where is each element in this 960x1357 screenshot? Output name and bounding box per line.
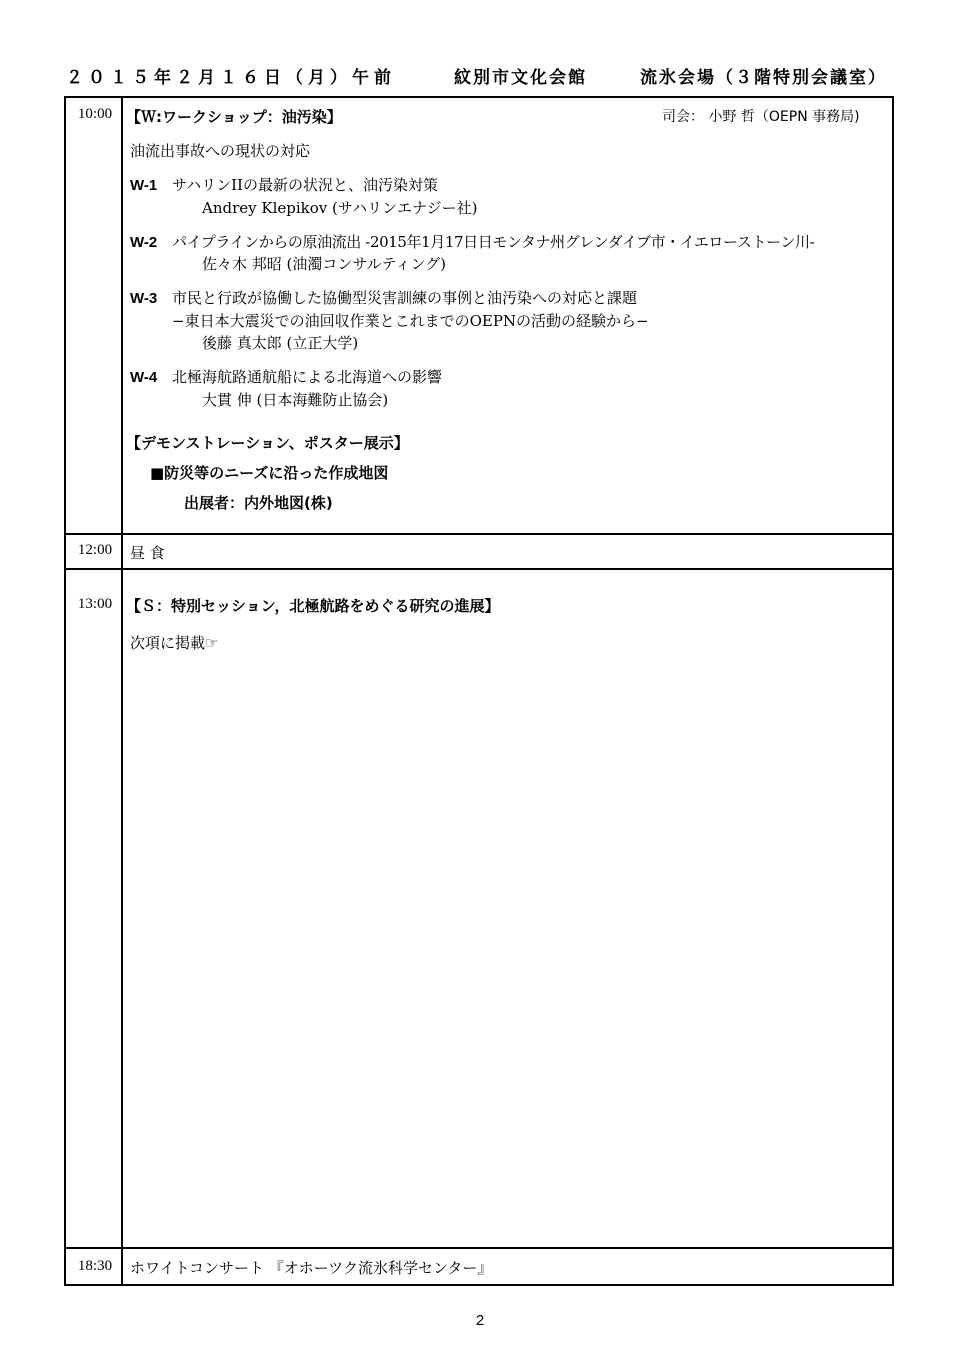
time-slot-1300: 13:00 xyxy=(77,596,113,612)
talk-w1 xyxy=(130,174,438,195)
talk-w2 xyxy=(130,231,814,252)
pointing-hand-icon: ☞ xyxy=(205,634,219,652)
workshop-subtitle: 油流出事故への現状の対応 xyxy=(130,142,311,160)
concert-label: ホワイトコンサート 『オホーツク流氷科学センター』 xyxy=(130,1259,493,1277)
workshop-title: 【Ｗ:ワークショップ：油汚染】 xyxy=(126,108,342,126)
talk-code: W-2 xyxy=(130,234,158,251)
schedule-table xyxy=(64,96,894,1286)
special-session-title: 【Ｓ：特別セッション，北極航路をめぐる研究の進展】 xyxy=(126,597,500,615)
row-divider-3 xyxy=(64,1247,894,1249)
talk-subtitle: −東日本大震災での油回収作業とこれまでのOEPNの活動の経験から− xyxy=(172,312,649,330)
time-slot-1000: 10:00 xyxy=(77,106,113,122)
row-divider-2 xyxy=(64,568,894,570)
time-slot-1200: 12:00 xyxy=(77,542,113,558)
talk-title: 北極海航路通航船による北海道への影響 xyxy=(172,368,443,386)
demo-item: ■防災等のニーズに沿った作成地図 xyxy=(150,464,389,482)
header-room: 流氷会場（３階特別会議室） xyxy=(640,68,887,88)
moderator-label: 司会： 小野 哲（OEPN 事務局) xyxy=(662,109,860,125)
talk-code: W-1 xyxy=(130,177,158,194)
row-divider-1 xyxy=(64,533,894,535)
header-venue: 紋別市文化会館 xyxy=(454,68,587,88)
talk-speaker: 大貫 伸 (日本海難防止協会) xyxy=(202,391,389,409)
talk-w3 xyxy=(130,287,637,308)
lunch-label: 昼 食 xyxy=(130,544,165,562)
talk-speaker: Andrey Klepikov (サハリンエナジー社) xyxy=(202,199,478,217)
header-date: ２０１５年２月１６日（月）午前 xyxy=(66,68,396,88)
talk-title: 市民と行政が協働した協働型災害訓練の事例と油汚染への対応と課題 xyxy=(172,289,638,307)
talk-w4 xyxy=(130,366,442,387)
demo-exhibitor: 出展者：内外地図(株) xyxy=(184,494,333,512)
page-number: 2 xyxy=(475,1312,485,1329)
talk-code: W-3 xyxy=(130,290,158,307)
time-column-divider xyxy=(121,96,123,1286)
demo-title: 【デモンストレーション、ポスター展示】 xyxy=(126,434,409,452)
page-header xyxy=(66,63,898,89)
next-page-note xyxy=(130,632,218,653)
time-slot-1830: 18:30 xyxy=(77,1258,113,1274)
next-page-note-text: 次項に掲載 xyxy=(130,634,206,652)
talk-title: サハリンIIの最新の状況と、油汚染対策 xyxy=(172,176,438,194)
talk-title: パイプラインからの原油流出 -2015年1月17日日モンタナ州グレンダイブ市・イエローストーン川- xyxy=(172,233,815,251)
talk-speaker: 後藤 真太郎 (立正大学) xyxy=(202,334,359,352)
talk-speaker: 佐々木 邦昭 (油濁コンサルティング) xyxy=(202,255,446,273)
talk-code: W-4 xyxy=(130,369,158,386)
